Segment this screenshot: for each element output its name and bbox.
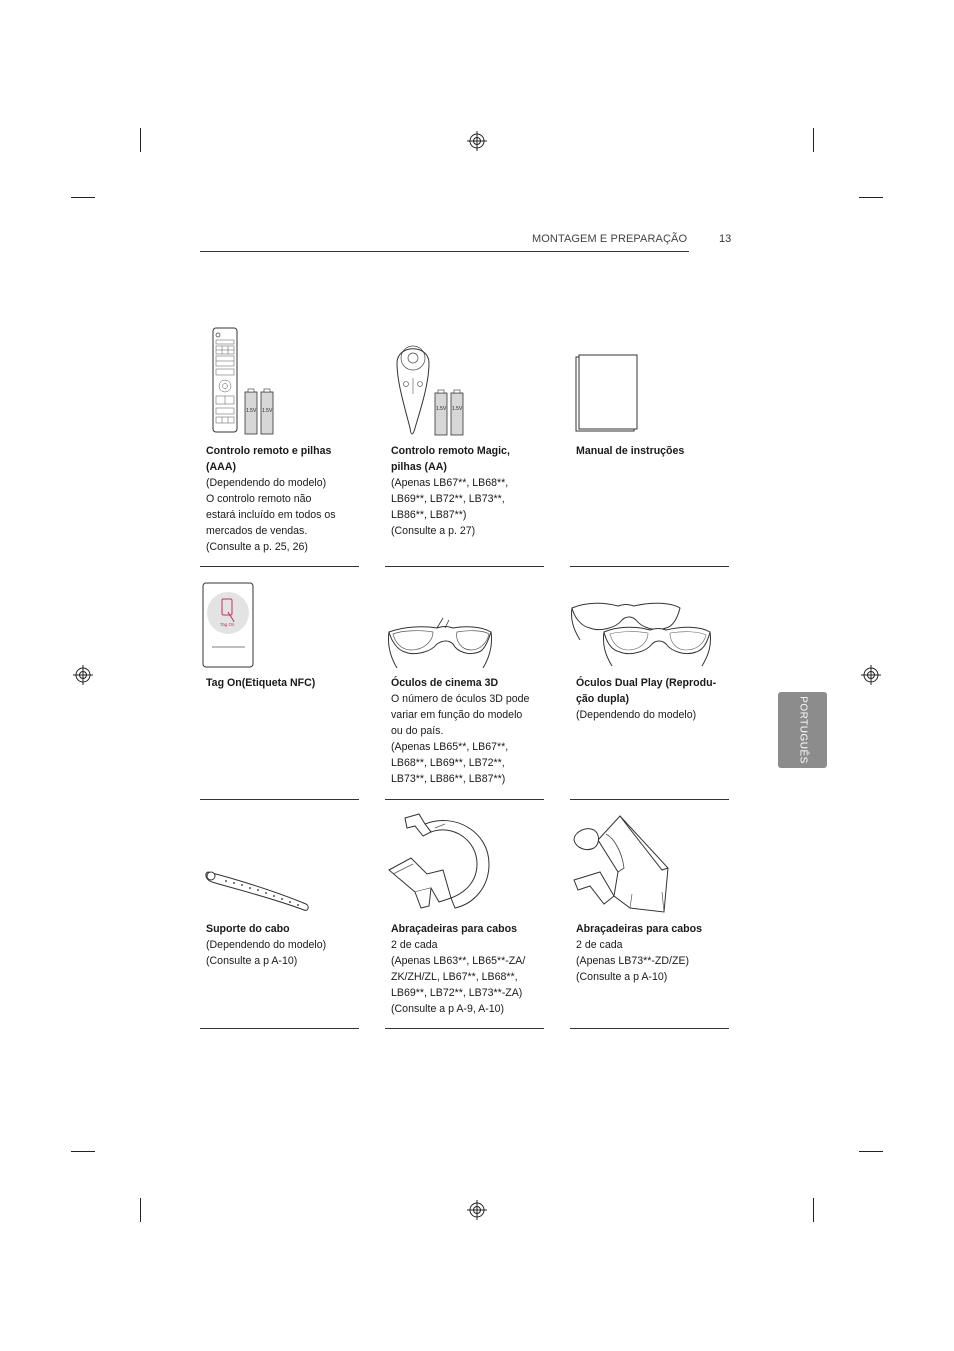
- item-description: (Dependendo do modelo): [206, 477, 327, 489]
- item-title: Controlo remoto Magic,: [391, 445, 510, 457]
- item-description: (Consulte a p A-10): [206, 955, 298, 967]
- item-rule: [570, 1028, 729, 1029]
- battery-label: 1.5V: [436, 406, 447, 412]
- remote-control-icon: [210, 326, 290, 438]
- cable-clamp-icon: [385, 812, 495, 912]
- item-description: LB68**, LB69**, LB72**,: [391, 757, 505, 769]
- item-title: Controlo remoto e pilhas: [206, 445, 332, 457]
- item-description: (Apenas LB67**, LB68**,: [391, 477, 509, 489]
- crop-mark: [859, 1151, 883, 1152]
- cable-clamp-square-icon: [570, 812, 675, 916]
- registration-mark-icon: [861, 665, 881, 685]
- glasses-3d-icon: [385, 616, 495, 672]
- magic-remote-icon: [393, 338, 483, 438]
- language-tab-label: PORTUGUÊS: [797, 696, 808, 764]
- item-description: O controlo remoto não: [206, 493, 312, 505]
- item-description: mercados de vendas.: [206, 525, 308, 537]
- cable-holder-icon: [202, 866, 314, 914]
- item-description: LB69**, LB72**, LB73**,: [391, 493, 505, 505]
- item-title: Óculos Dual Play (Reprodu-: [576, 677, 717, 689]
- battery-label: 1.5V: [452, 406, 463, 412]
- item-description: LB86**, LB87**): [391, 509, 467, 521]
- tag-on-label: Tag On: [220, 622, 235, 627]
- crop-mark: [140, 128, 141, 152]
- item-title: pilhas (AA): [391, 461, 447, 473]
- item-description: O número de óculos 3D pode: [391, 693, 530, 705]
- item-rule: [570, 566, 729, 567]
- manual-book-icon: [574, 354, 638, 434]
- item-rule: [385, 799, 544, 800]
- registration-mark-icon: [467, 131, 487, 151]
- item-title: (AAA): [206, 461, 237, 473]
- item-description: ZK/ZH/ZL, LB67**, LB68**,: [391, 971, 518, 983]
- item-description: (Consulte a p. 25, 26): [206, 541, 308, 553]
- item-description: (Consulte a p A-9, A-10): [391, 1003, 505, 1015]
- item-description: LB69**, LB72**, LB73**-ZA): [391, 987, 523, 999]
- item-rule: [200, 1028, 359, 1029]
- item-description: (Dependendo do modelo): [576, 709, 697, 721]
- item-rule: [385, 1028, 544, 1029]
- item-rule: [200, 799, 359, 800]
- crop-mark: [813, 1198, 814, 1222]
- nfc-tag-icon: [202, 582, 258, 670]
- item-description: (Apenas LB63**, LB65**-ZA/: [391, 955, 526, 967]
- item-title: Suporte do cabo: [206, 923, 290, 935]
- item-rule: [385, 566, 544, 567]
- language-tab: [778, 692, 827, 768]
- item-title: Abraçadeiras para cabos: [391, 923, 518, 935]
- battery-label: 1.5V: [246, 408, 257, 414]
- item-description: estará incluído em todos os: [206, 509, 336, 521]
- item-description: 2 de cada: [576, 939, 623, 951]
- item-description: (Consulte a p A-10): [576, 971, 668, 983]
- crop-mark: [71, 197, 95, 198]
- battery-label: 1.5V: [262, 408, 273, 414]
- crop-mark: [859, 197, 883, 198]
- item-description: (Apenas LB73**-ZD/ZE): [576, 955, 690, 967]
- registration-mark-icon: [467, 1200, 487, 1220]
- registration-mark-icon: [73, 665, 93, 685]
- item-description: variar em função do modelo: [391, 709, 523, 721]
- crop-mark: [813, 128, 814, 152]
- item-title: ção dupla): [576, 693, 629, 705]
- item-title: Óculos de cinema 3D: [391, 677, 499, 689]
- item-title: Abraçadeiras para cabos: [576, 923, 703, 935]
- item-description: (Consulte a p. 27): [391, 525, 476, 537]
- crop-mark: [140, 1198, 141, 1222]
- item-description: LB73**, LB86**, LB87**): [391, 773, 506, 785]
- item-description: (Apenas LB65**, LB67**,: [391, 741, 509, 753]
- header-rule: [200, 251, 689, 252]
- dual-play-glasses-icon: [570, 598, 715, 670]
- crop-mark: [71, 1151, 95, 1152]
- item-description: ou do país.: [391, 725, 444, 737]
- item-title: Tag On(Etiqueta NFC): [206, 677, 316, 689]
- item-description: 2 de cada: [391, 939, 438, 951]
- page-number: 13: [719, 233, 732, 245]
- item-rule: [200, 566, 359, 567]
- item-title: Manual de instruções: [576, 445, 685, 457]
- section-title: MONTAGEM E PREPARAÇÃO: [532, 233, 688, 245]
- item-rule: [570, 799, 729, 800]
- item-description: (Dependendo do modelo): [206, 939, 327, 951]
